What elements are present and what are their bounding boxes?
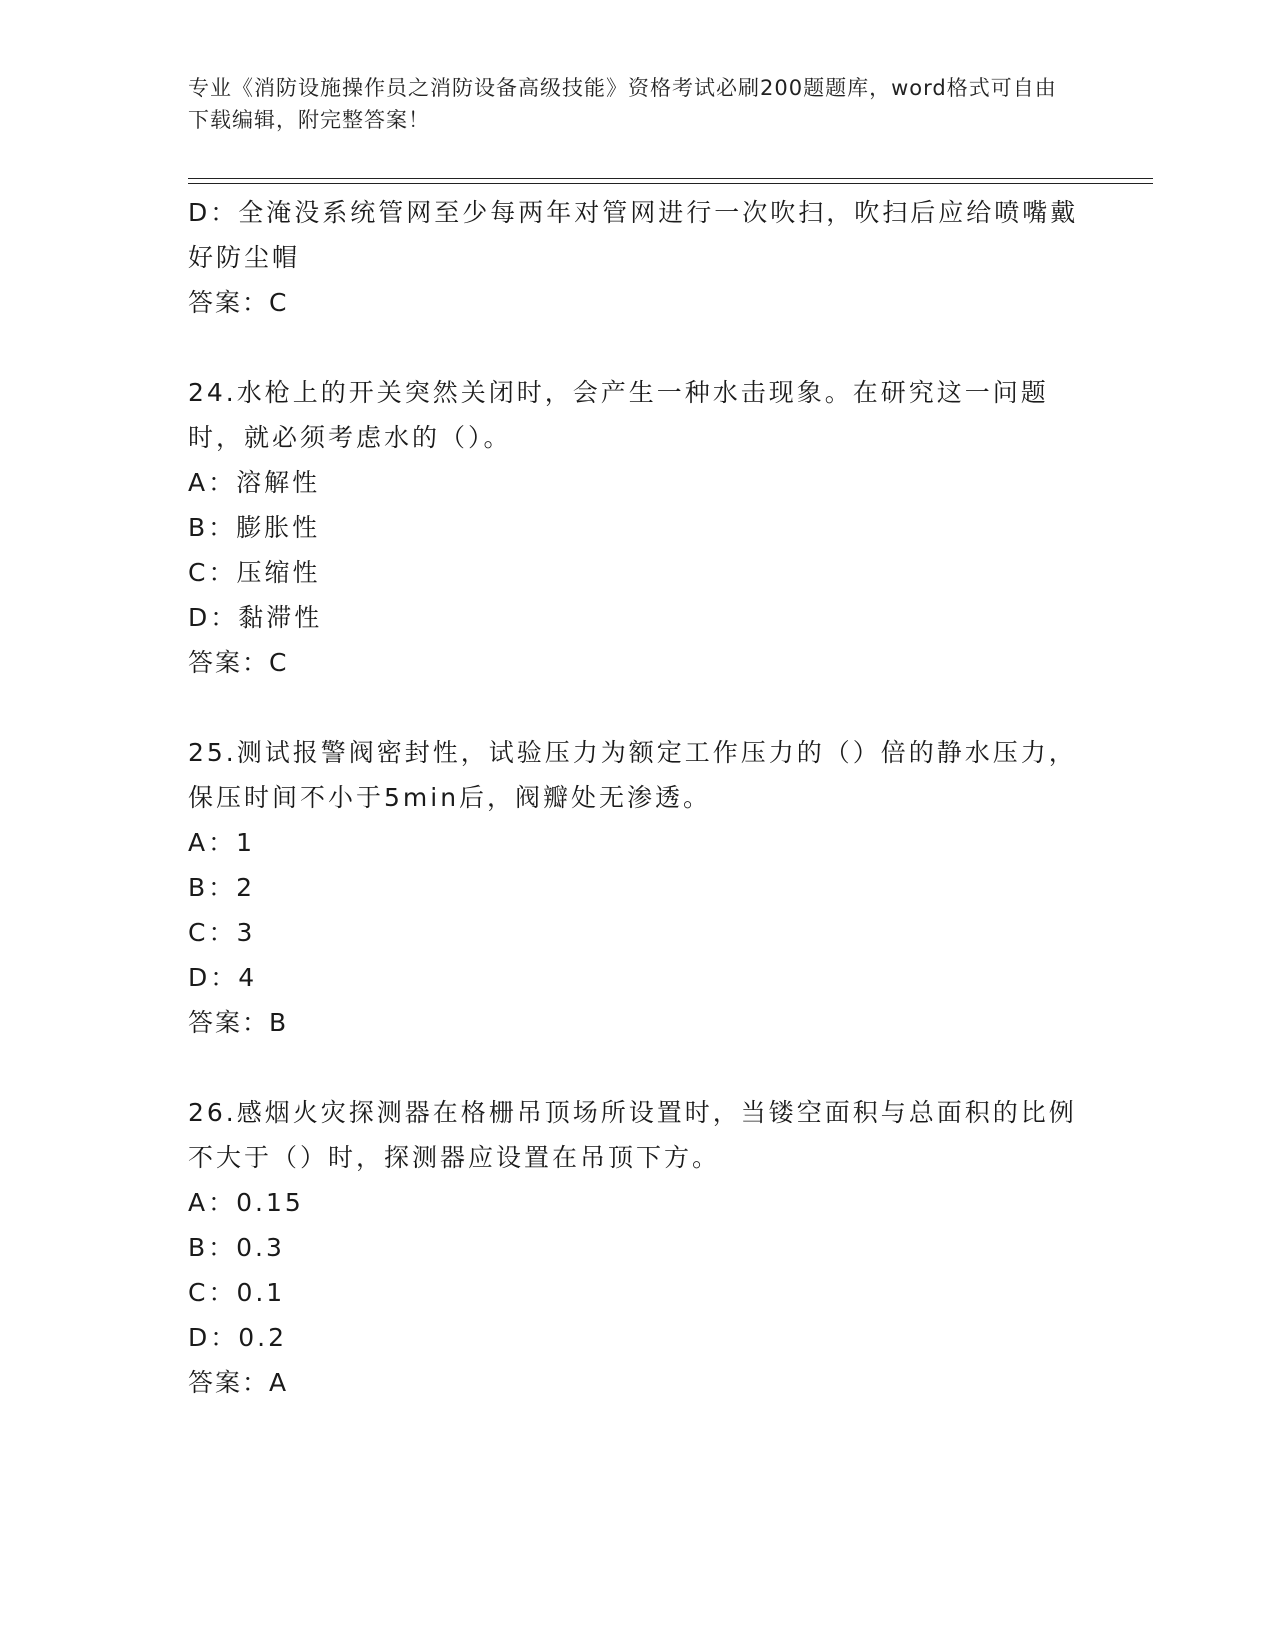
answer-line: 答案：C	[188, 648, 289, 677]
option-a: A：0.15	[188, 1188, 304, 1217]
option-d: D：0.2	[188, 1323, 288, 1352]
option-d: D：全淹没系统管网至少每两年对管网进行一次吹扫，吹扫后应给喷嘴戴好防尘帽	[188, 198, 1079, 272]
document-header-title: 专业《消防设施操作员之消防设备高级技能》资格考试必刷200题题库，word格式可自由下载编辑，附完整答案！	[188, 76, 1057, 132]
option-b: B：0.3	[188, 1233, 285, 1262]
question-stem: 24.水枪上的开关突然关闭时，会产生一种水击现象。在研究这一问题时，就必须考虑水的（）。	[188, 378, 1049, 452]
option-a: A：溶解性	[188, 468, 321, 497]
header-divider	[188, 178, 1153, 184]
question-stem: 25.测试报警阀密封性，试验压力为额定工作压力的（）倍的静水压力，保压时间不小于5min后，阀瓣处无渗透。	[188, 738, 1077, 812]
option-b: B：2	[188, 873, 256, 902]
continued-question	[188, 190, 1088, 325]
option-b: B：膨胀性	[188, 513, 321, 542]
option-d: D：4	[188, 963, 258, 992]
question-content	[188, 190, 1088, 1405]
answer-line: 答案：A	[188, 1368, 289, 1397]
option-c: C：3	[188, 918, 256, 947]
question-25	[188, 730, 1088, 1045]
question-26	[188, 1090, 1088, 1405]
option-a: A：1	[188, 828, 256, 857]
option-d: D：黏滞性	[188, 603, 323, 632]
question-stem: 26.感烟火灾探测器在格栅吊顶场所设置时，当镂空面积与总面积的比例不大于（）时，探测器应设置在吊顶下方。	[188, 1098, 1077, 1172]
option-c: C：0.1	[188, 1278, 286, 1307]
question-24	[188, 370, 1088, 685]
answer-line: 答案：C	[188, 288, 289, 317]
option-c: C：压缩性	[188, 558, 321, 587]
answer-line: 答案：B	[188, 1008, 289, 1037]
